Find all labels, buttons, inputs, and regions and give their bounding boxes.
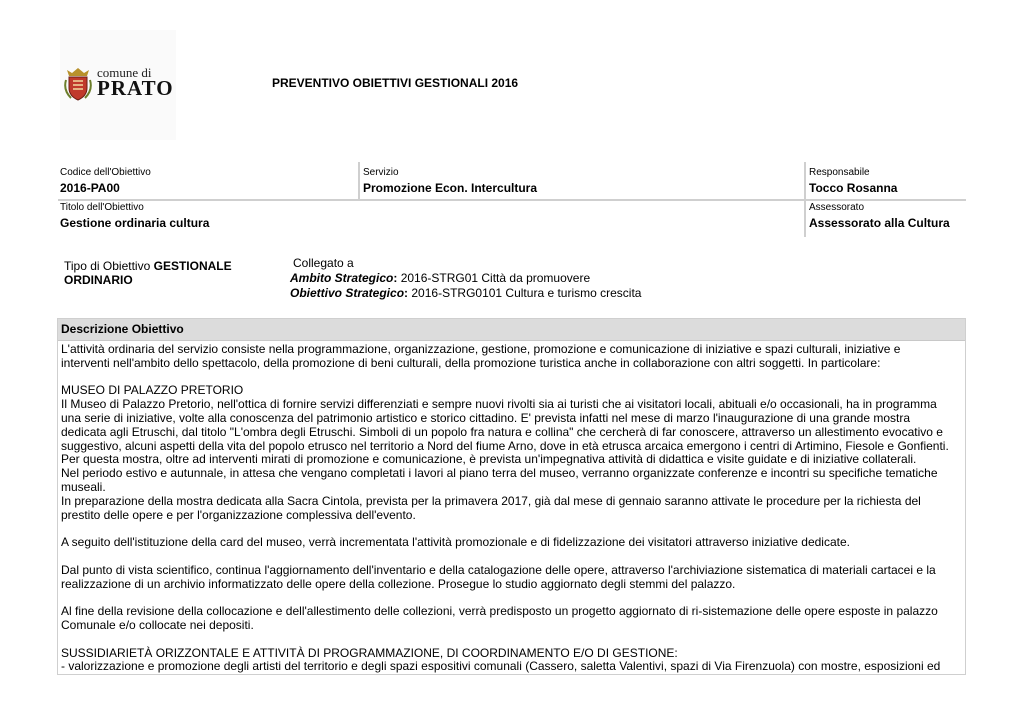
logo-text-prato: PRATO	[97, 76, 174, 100]
collegato-block	[290, 256, 641, 301]
assessorato-label: Assessorato	[809, 202, 865, 213]
titolo-value: Gestione ordinaria cultura	[60, 216, 210, 230]
descrizione-paragraph: SUSSIDIARIETÀ ORIZZONTALE E ATTIVITÀ DI PROGRAMMAZIONE, DI COORDINAMENTO E/O DI GESTIONE: - valorizzazione e promozione degli artisti del territorio e degli spazi espositivi comunali (Cassero, saletta Valentivi, spazi di Via Firenzuola) con mostre, esposizioni ed	[61, 645, 941, 674]
descrizione-heading: Descrizione Obiettivo	[58, 319, 965, 341]
descrizione-paragraph: Al fine della revisione della collocazione e dell'allestimento delle collezioni, verrà predisposto un progetto aggiornato di ri-sistemazione delle opere esposte in palazzo Comunale e/o collocate nei depositi.	[61, 604, 938, 632]
responsabile-cell	[807, 162, 965, 199]
logo-text-comune: comune di	[97, 65, 152, 80]
codice-cell	[58, 162, 358, 199]
responsabile-label: Responsabile	[809, 167, 870, 178]
document-title: PREVENTIVO OBIETTIVI GESTIONALI 2016	[272, 76, 519, 90]
servizio-cell	[361, 162, 801, 199]
codice-label: Codice dell'Obiettivo	[60, 167, 151, 178]
header-row-1	[58, 162, 966, 201]
descrizione-paragraph: Dal punto di vista scientifico, continua l'aggiornamento dell'inventario e della catalogazione delle opere, attraverso l'archiviazione sistematica di materiali cartacei e la realizzazione di un archivio informatizzato delle opere della collezione. Prosegue lo studio aggiornato degli stemmi del palazzo.	[61, 562, 936, 591]
titolo-label: Titolo dell'Obiettivo	[60, 202, 144, 213]
responsabile-value: Tocco Rosanna	[809, 181, 898, 195]
obiettivo-strategico-row: Obiettivo Strategico: 2016-STRG0101 Cultura e turismo crescita	[290, 286, 642, 300]
tipo-value-line1: GESTIONALE	[153, 259, 232, 273]
descrizione-body	[58, 341, 965, 674]
collegato-label: Collegato a	[293, 256, 354, 270]
ambito-row: Ambito Strategico: 2016-STRG01 Città da promuovere	[290, 271, 591, 285]
servizio-label: Servizio	[363, 167, 399, 178]
city-logo	[60, 30, 176, 140]
obiettivo-strategico-value: 2016-STRG0101 Cultura e turismo crescita	[411, 286, 642, 300]
divider	[358, 162, 360, 199]
divider	[804, 201, 806, 237]
divider	[804, 162, 806, 199]
header-row-2	[58, 201, 966, 237]
descrizione-section	[57, 318, 966, 675]
tipo-obiettivo	[64, 259, 232, 287]
descrizione-paragraph: L'attività ordinaria del servizio consiste nella programmazione, organizzazione, gestione, promozione e comunicazione di iniziative e spazi culturali, iniziative e interventi nell'ambito dello spettacolo, della promozione di beni culturali, della promozione turistica anche in collaborazione con altri soggetti. In particolare:	[61, 342, 901, 370]
codice-value: 2016-PA00	[60, 181, 120, 195]
tipo-value-line2: ORDINARIO	[64, 273, 133, 287]
servizio-value: Promozione Econ. Intercultura	[363, 181, 538, 195]
titolo-cell	[58, 201, 798, 237]
assessorato-cell	[807, 201, 965, 237]
city-crest-icon	[63, 66, 93, 102]
assessorato-value: Assessorato alla Cultura	[809, 216, 950, 230]
descrizione-paragraph: MUSEO DI PALAZZO PRETORIO Il Museo di Palazzo Pretorio, nell'ottica di fornire servizi differenziati e sempre nuovi rivolti sia ai turisti che ai visitatori locali, abituali e/o occasionali, ha in programma una serie di iniziative, volte alla conoscenza del patrimonio artistico e storico cittadino. E' prevista infatti nel mese di marzo l'inaugurazione di una grande mostra dedicata agli Etruschi, dal titolo "L'ombra degli Etruschi. Simboli di un popolo fra natura e collina" che cercherà di far conoscere, attraverso un allestimento evocativo e suggestivo, alcuni aspetti della vita del popolo etrusco nel territorio a Nord del fiume Arno, dove in età etrusca arcaica emergono i centri di Artimino, Fiesole e Gonfienti. Per questa mostra, oltre ad interventi mirati di promozione e comunicazione, è prevista un'impegnativa attività di didattica e visite guidate e di iniziative collaterali. Nel periodo estivo e autunnale, in attesa che vengano completati i lavori al piano terra del museo, verranno organizzate conferenze e incontri su specifiche tematiche museali. In preparazione della mostra dedicata alla Sacra Cintola, prevista per la primavera 2017, già dal mese di gennaio saranno attivate le procedure per la richiesta del prestito delle opere e per l'organizzazione complessiva dell'evento.	[61, 383, 949, 522]
ambito-label: Ambito Strategico	[290, 271, 394, 285]
tipo-label: Tipo di Obiettivo	[64, 259, 151, 273]
ambito-value: 2016-STRG01 Città da promuovere	[400, 271, 591, 285]
obiettivo-strategico-label: Obiettivo Strategico	[290, 286, 405, 300]
descrizione-paragraph: A seguito dell'istituzione della card del museo, verrà incrementata l'attività promozionale e di fidelizzazione dei visitatori attraverso iniziative dedicate.	[61, 535, 850, 550]
